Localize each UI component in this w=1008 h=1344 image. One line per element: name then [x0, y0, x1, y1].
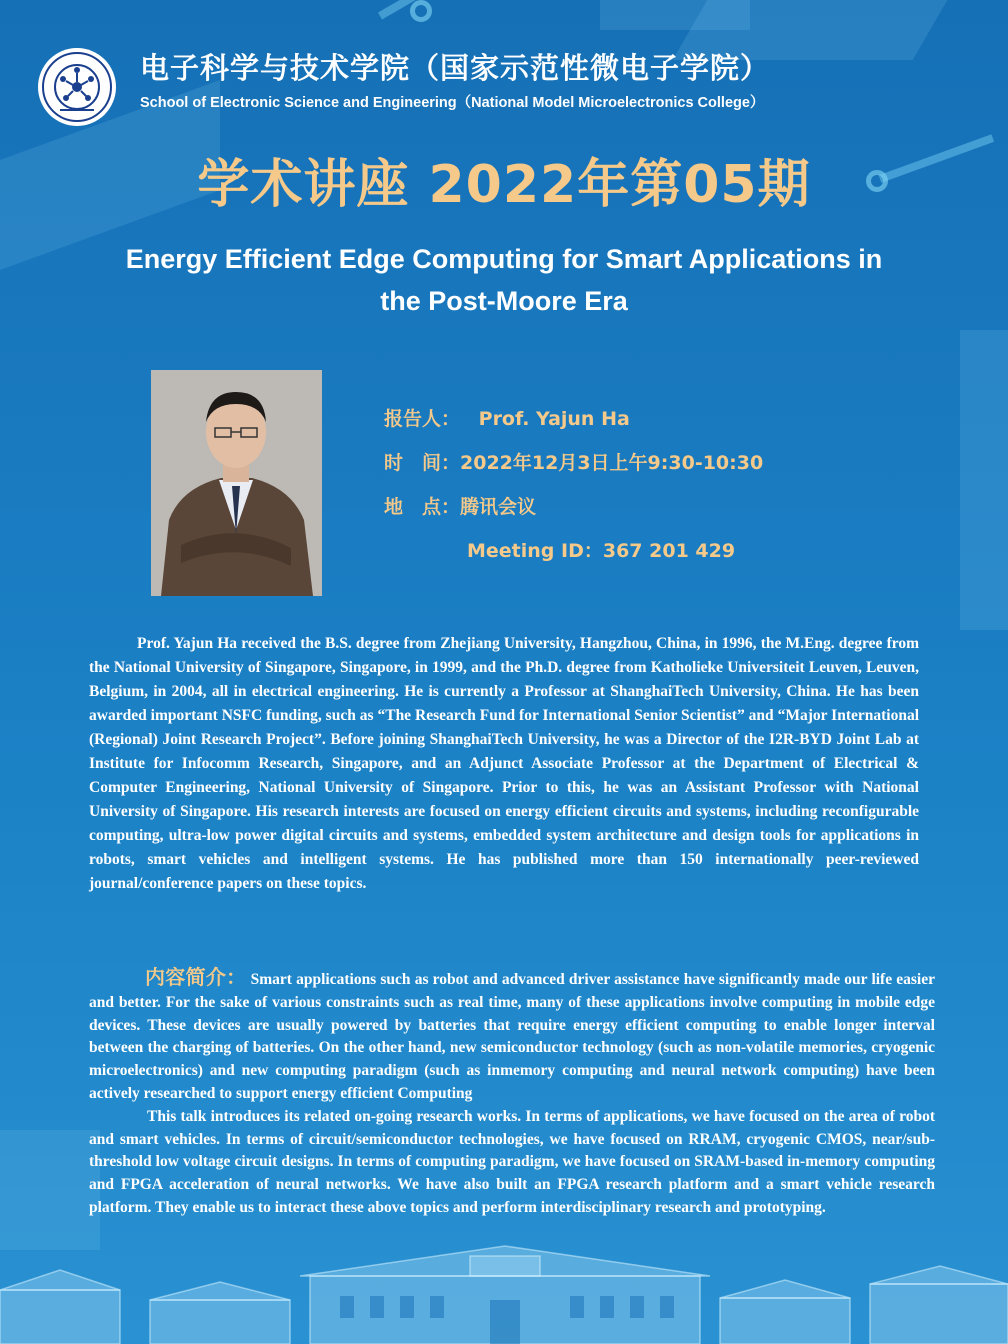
talk-title-line: the Post-Moore Era	[380, 286, 628, 316]
school-name-cn: 电子科学与技术学院（国家示范性微电子学院）	[140, 51, 771, 85]
speaker-row	[384, 404, 944, 448]
time-row	[384, 448, 944, 492]
abstract	[89, 966, 935, 1220]
meeting-id-row	[384, 536, 944, 580]
talk-title	[80, 238, 928, 322]
lecture-series-title: 学术讲座 2022年第05期	[197, 155, 811, 215]
speaker-label: 报告人：	[384, 408, 461, 430]
header	[36, 40, 976, 120]
meeting-id: Meeting ID：367 201 429	[467, 540, 736, 562]
speaker-photo	[151, 370, 322, 596]
circuit-node-decoration	[410, 0, 432, 22]
place-row	[384, 492, 944, 536]
speaker-value: Prof. Yajun Ha	[478, 408, 630, 430]
talk-title-line: Energy Efficient Edge Computing for Smart Applications in	[125, 244, 883, 274]
school-name-en: School of Electronic Science and Engineering（National Model Microelectronics College）	[140, 95, 765, 111]
university-logo-icon	[36, 46, 118, 128]
abstract-paragraph: Smart applications such as robot and advanced driver assistance have significantly made our life easier and better. For the sake of various constraints such as real time, many of these applications involve computing in mobile edge devices. These devices are usually powered by batteries that require energy efficient computing to enable longer interval between the charging of batteries. On the other hand, new semiconductor technology (such as non-volatile memories, cryogenic microelectronics) and new computing paradigm (such as inmemory computing and neural network computing) have been actively researched to support energy efficient Computing	[89, 971, 935, 1102]
background-decoration	[0, 1130, 100, 1250]
speaker-bio: Prof. Yajun Ha received the B.S. degree from Zhejiang University, Hangzhou, China, in 1996, the M.Eng. degree from the National University of Singapore, Singapore, in 1999, and the Ph.D. degree from Katholieke Universiteit Leuven, Leuven, Belgium, in 2004, all in electrical engineering. He is currently a Professor at ShanghaiTech University, China. He has been awarded important NSFC funding, such as “The Research Fund for International Senior Scientist” and “Major International (Regional) Joint Research Project”. Before joining ShanghaiTech University, he was a Director of the I2R-BYD Joint Lab at Institute for Infocomm Research, Singapore, and an Adjunct Associate Professor at the Department of Electrical & Computer Engineering, National University of Singapore. Prior to this, he was an Assistant Professor with National University of Singapore. His research interests are focused on energy efficient circuits and systems, including reconfigurable computing, ultra-low power digital circuits and systems, embedded system architecture and design tools for applications in robots, smart vehicles and intelligent systems. He has published more than 150 internationally peer-reviewed journal/conference papers on these topics.	[89, 635, 919, 892]
place-value: 腾讯会议	[460, 496, 537, 518]
lecture-info	[384, 404, 944, 580]
time-value: 2022年12月3日上午9:30-10:30	[460, 452, 764, 474]
campus-skyline-decoration	[0, 1240, 1008, 1344]
abstract-paragraph: This talk introduces its related on-going research works. In terms of applications, we have focused on the area of robot and smart vehicles. In terms of circuit/semiconductor technologies, we have focused on RRAM, cryogenic CMOS, near/sub-threshold low voltage circuit designs. In terms of computing paradigm, we have focused on SRAM-based in-memory computing and FPGA acceleration of neural networks. We have also built an FPGA research platform and a smart vehicle research platform. They enable us to interact these above topics and perform interdisciplinary research and prototyping.	[89, 1107, 935, 1216]
speaker-portrait-icon	[151, 370, 322, 596]
abstract-label: 内容简介：	[145, 965, 247, 989]
background-decoration	[960, 330, 1008, 630]
time-label: 时 间：	[384, 452, 461, 474]
place-label: 地 点：	[384, 496, 461, 518]
